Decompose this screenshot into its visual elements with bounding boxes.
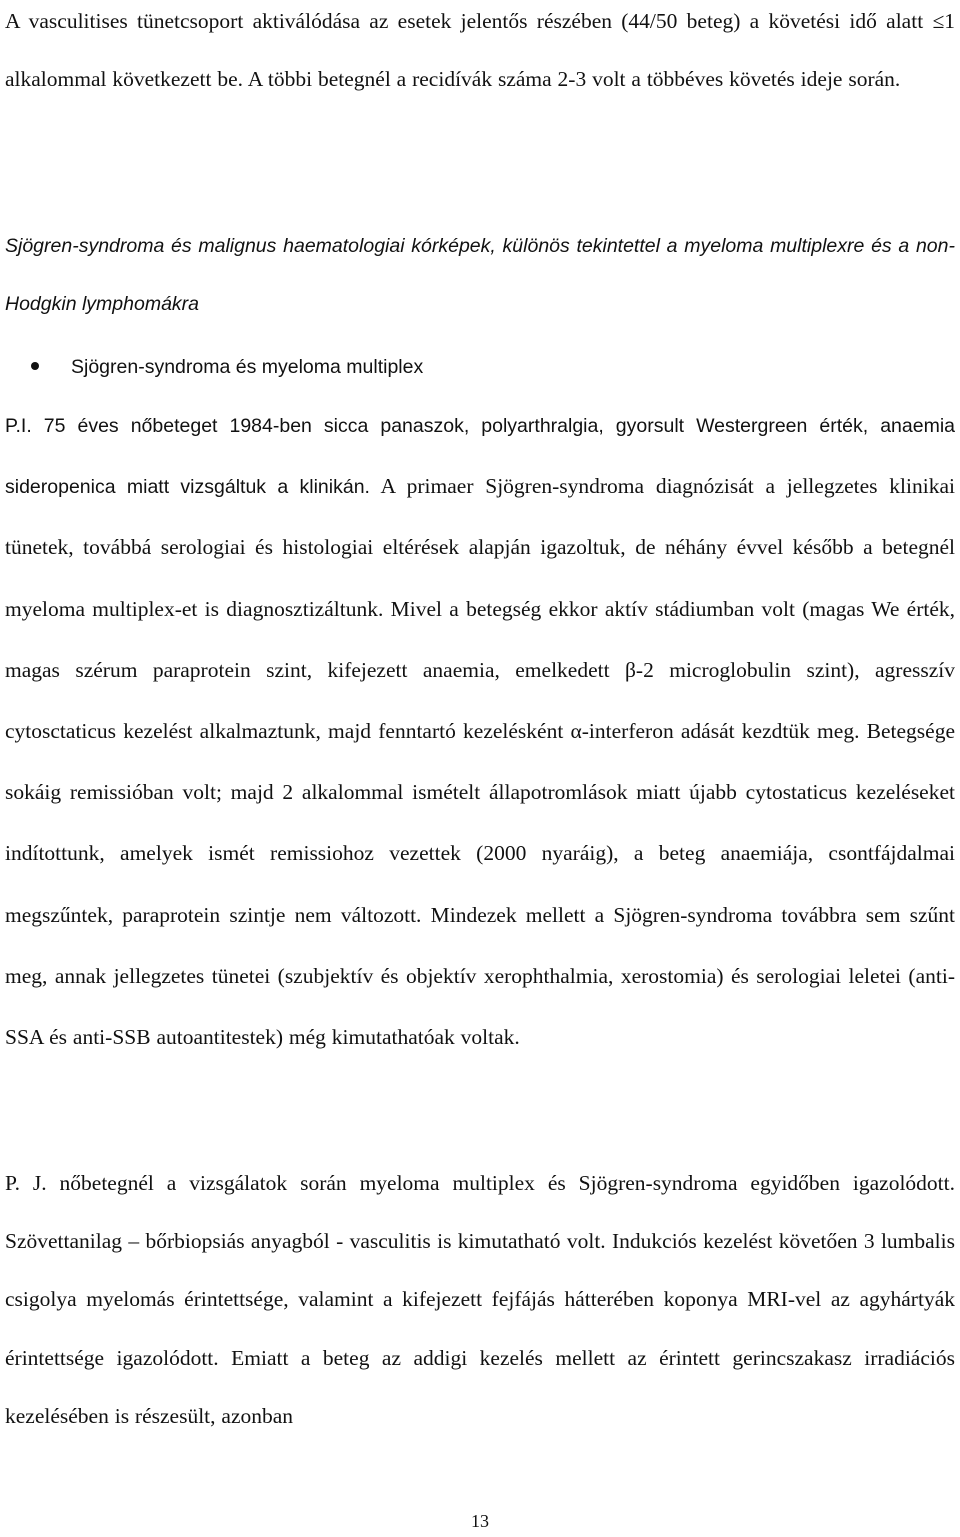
bullet-list-item — [31, 338, 423, 396]
intro-paragraph: A vasculitises tünetcsoport aktiválódása az esetek jelentős részében (44/50 beteg) a követési idő alatt ≤1 alkalommal következett be. A többi betegnél a recidívák száma 2-3 volt a többéves követés ideje során. — [5, 9, 955, 92]
case-pi-body-text: A primaer Sjögren-syndroma diagnózisát a jellegzetes klinikai tünetek, továbbá serologiai és histologiai eltérések alapján igazoltuk, de néhány évvel később a betegnél myeloma multiplex-et is diagnosztizáltunk. Mivel a betegség ekkor aktív stádiumban volt (magas We érték, magas szérum paraprotein szint, kifejezett anaemia, emelkedett β-2 microglobulin szint), agresszív cytosctaticus kezelést alkalmaztunk, majd fenntartó kezelésként α-interferon adását kezdtük meg. Betegsége sokáig remissióban volt; majd 2 alkalommal ismételt állapotromlások miatt újabb cytostaticus kezeléseket indítottunk, amelyek ismét remissiohoz vezettek (2000 nyaráig), a beteg anaemiája, csontfájdalmai megszűntek, paraprotein szintje nem változott. Mindezek mellett a Sjögren-syndroma továbbra sem szűnt meg, annak jellegzetes tünetei (szubjektív és objektív xerophthalmia, xerostomia) és serologiai leletei (anti-SSA és anti-SSB autoantitestek) még kimutathatóak voltak. — [5, 474, 955, 1050]
case-pi-intro-text: P.I. 75 éves nőbeteget 1984-ben sicca panaszok, polyarthralgia, gyorsult Westergreen érték, anaemia sideropenica miatt vizsgáltuk a klinikán. — [5, 415, 955, 499]
bullet-item-text: Sjögren-syndroma és myeloma multiplex — [71, 356, 424, 378]
case-pi-paragraph — [5, 397, 955, 1069]
section-heading: Sjögren-syndroma és malignus haematologiai kórképek, különös tekintettel a myeloma multiplexre és a non-Hodgkin lymphomákra — [5, 235, 955, 316]
case-pj-paragraph: P. J. nőbetegnél a vizsgálatok során myeloma multiplex és Sjögren-syndroma egyidőben igazolódott. Szövettanilag – bőrbiopsiás anyagból - vasculitis is kimutatható volt. Indukciós kezelést követően 3 lumbalis csigolya myelomás érintettsége, valamint a kifejezett fejfájás hátterében koponya MRI-vel az agyhártyák érintettsége igazolódott. Emiatt a beteg az addigi kezelés mellett az érintett gerincszakasz irradiációs kezelésében is részesült, azonban — [5, 1171, 955, 1428]
bullet-icon — [31, 362, 39, 370]
page-number: 13 — [471, 1511, 489, 1531]
